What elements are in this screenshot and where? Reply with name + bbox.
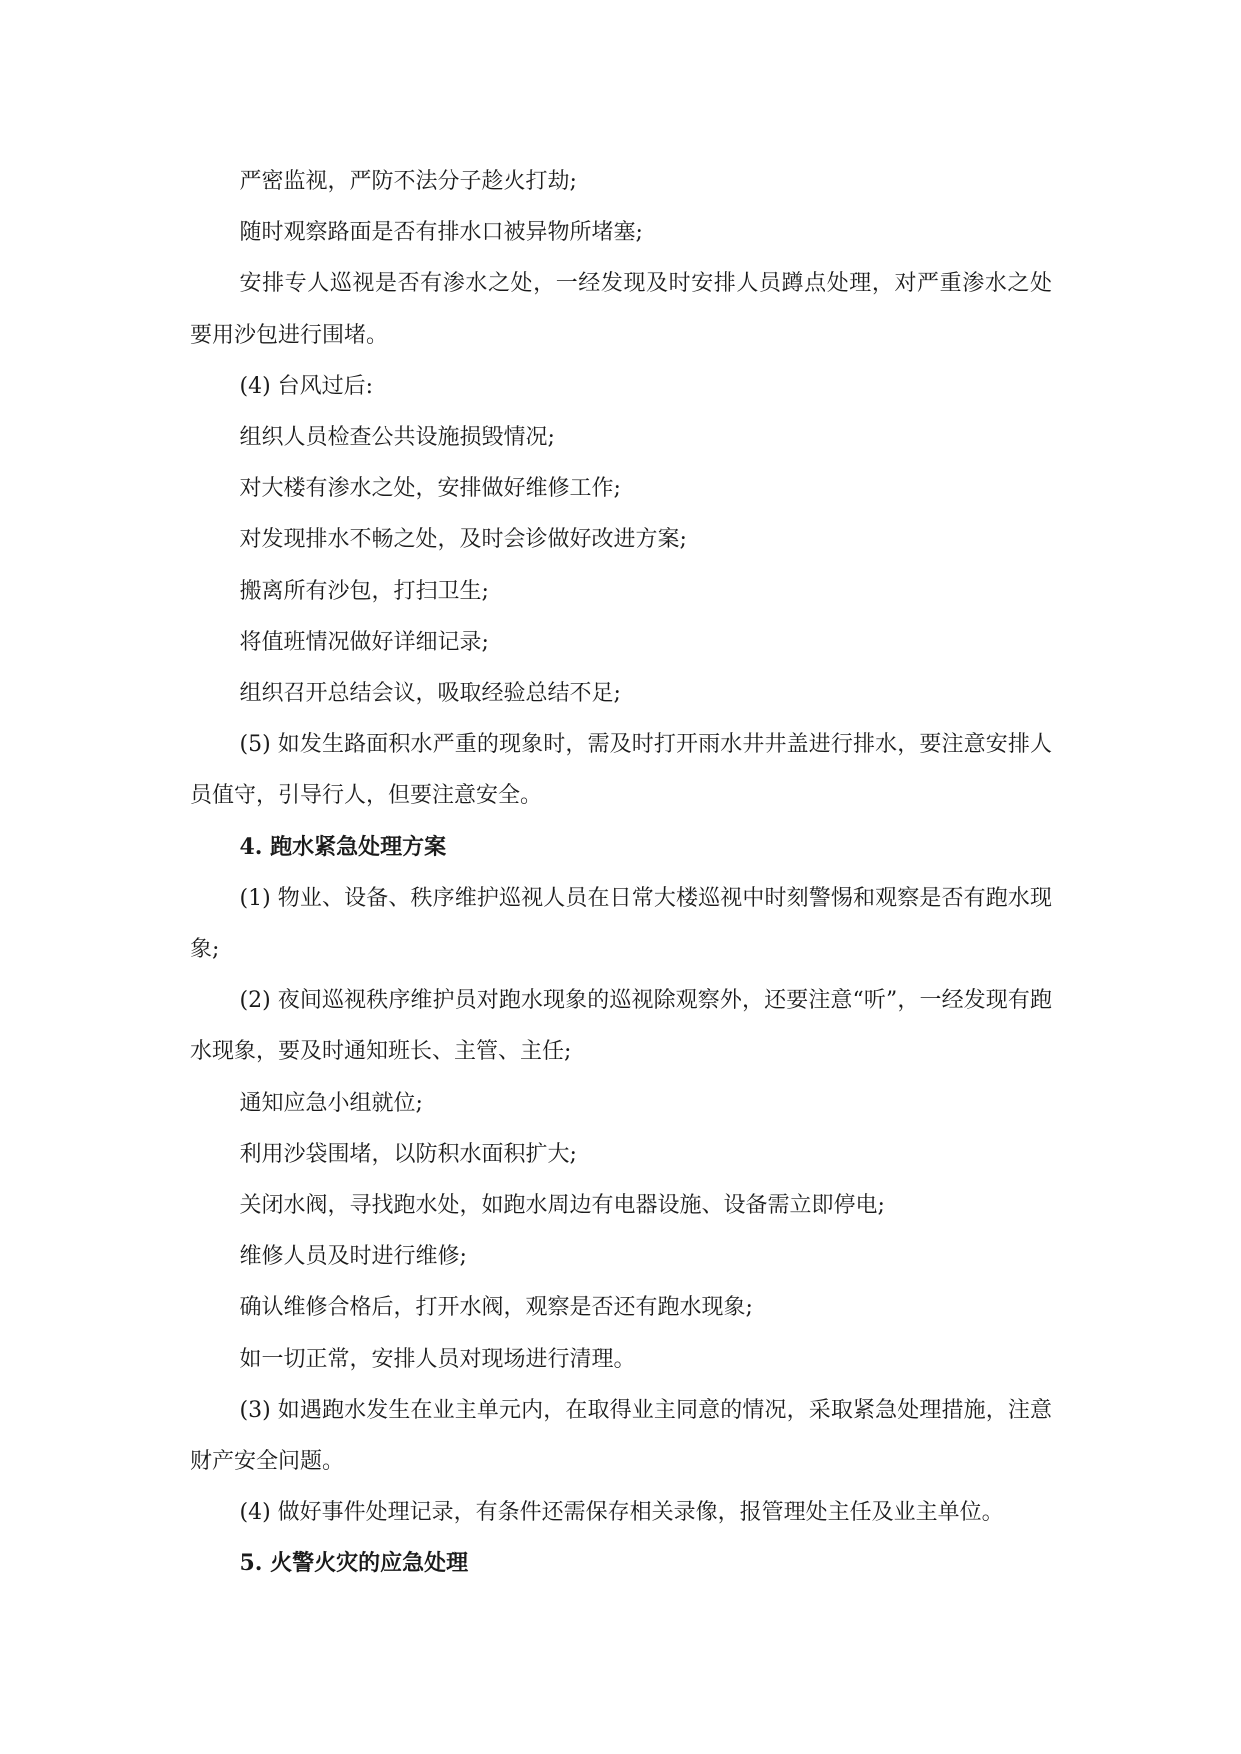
paragraph: 通知应急小组就位; [239, 1090, 423, 1116]
paragraph: 对大楼有渗水之处，安排做好维修工作; [239, 476, 621, 502]
paragraph: 如一切正常，安排人员对现场进行清理。 [239, 1346, 636, 1372]
paragraph: 关闭水阀，寻找跑水处，如跑水周边有电器设施、设备需立即停电; [239, 1193, 885, 1219]
paragraph: 确认维修合格后，打开水阀，观察是否还有跑水现象; [239, 1295, 753, 1321]
section-heading: 5. 火警火灾的应急处理 [239, 1550, 469, 1577]
paragraph: 安排专人巡视是否有渗水之处，一经发现及时安排人员蹲点处理，对严重渗水之处要用沙包进行围堵。 [190, 271, 1052, 348]
paragraph: (5) 如发生路面积水严重的现象时，需及时打开雨水井井盖进行排水，要注意安排人员值守，引导行人，但要注意安全。 [190, 732, 1052, 809]
paragraph: 组织召开总结会议，吸取经验总结不足; [239, 681, 621, 707]
paragraph: 维修人员及时进行维修; [239, 1244, 467, 1270]
paragraph: 组织人员检查公共设施损毁情况; [239, 425, 555, 451]
paragraph: (4) 台风过后: [239, 373, 374, 399]
paragraph: 严密监视，严防不法分子趁火打劫; [239, 169, 577, 194]
paragraph: 将值班情况做好详细记录; [239, 629, 489, 655]
paragraph: 利用沙袋围堵，以防积水面积扩大; [239, 1141, 577, 1167]
paragraph: (3) 如遇跑水发生在业主单元内，在取得业主同意的情况，采取紧急处理措施，注意财产安全问题。 [190, 1397, 1052, 1475]
paragraph: (1) 物业、设备、秩序维护巡视人员在日常大楼巡视中时刻警惕和观察是否有跑水现象; [190, 885, 1052, 963]
paragraph: 搬离所有沙包，打扫卫生; [239, 578, 489, 604]
document-body [190, 156, 1052, 1590]
paragraph: 对发现排水不畅之处，及时会诊做好改进方案; [239, 527, 687, 553]
section-heading: 4. 跑水紧急处理方案 [239, 833, 447, 860]
paragraph: (2) 夜间巡视秩序维护员对跑水现象的巡视除观察外，还要注意“听”，一经发现有跑水现象，要及时通知班长、主管、主任; [190, 988, 1052, 1065]
paragraph: 随时观察路面是否有排水口被异物所堵塞; [239, 220, 643, 246]
paragraph: (4) 做好事件处理记录，有条件还需保存相关录像，报管理处主任及业主单位。 [239, 1500, 1004, 1526]
